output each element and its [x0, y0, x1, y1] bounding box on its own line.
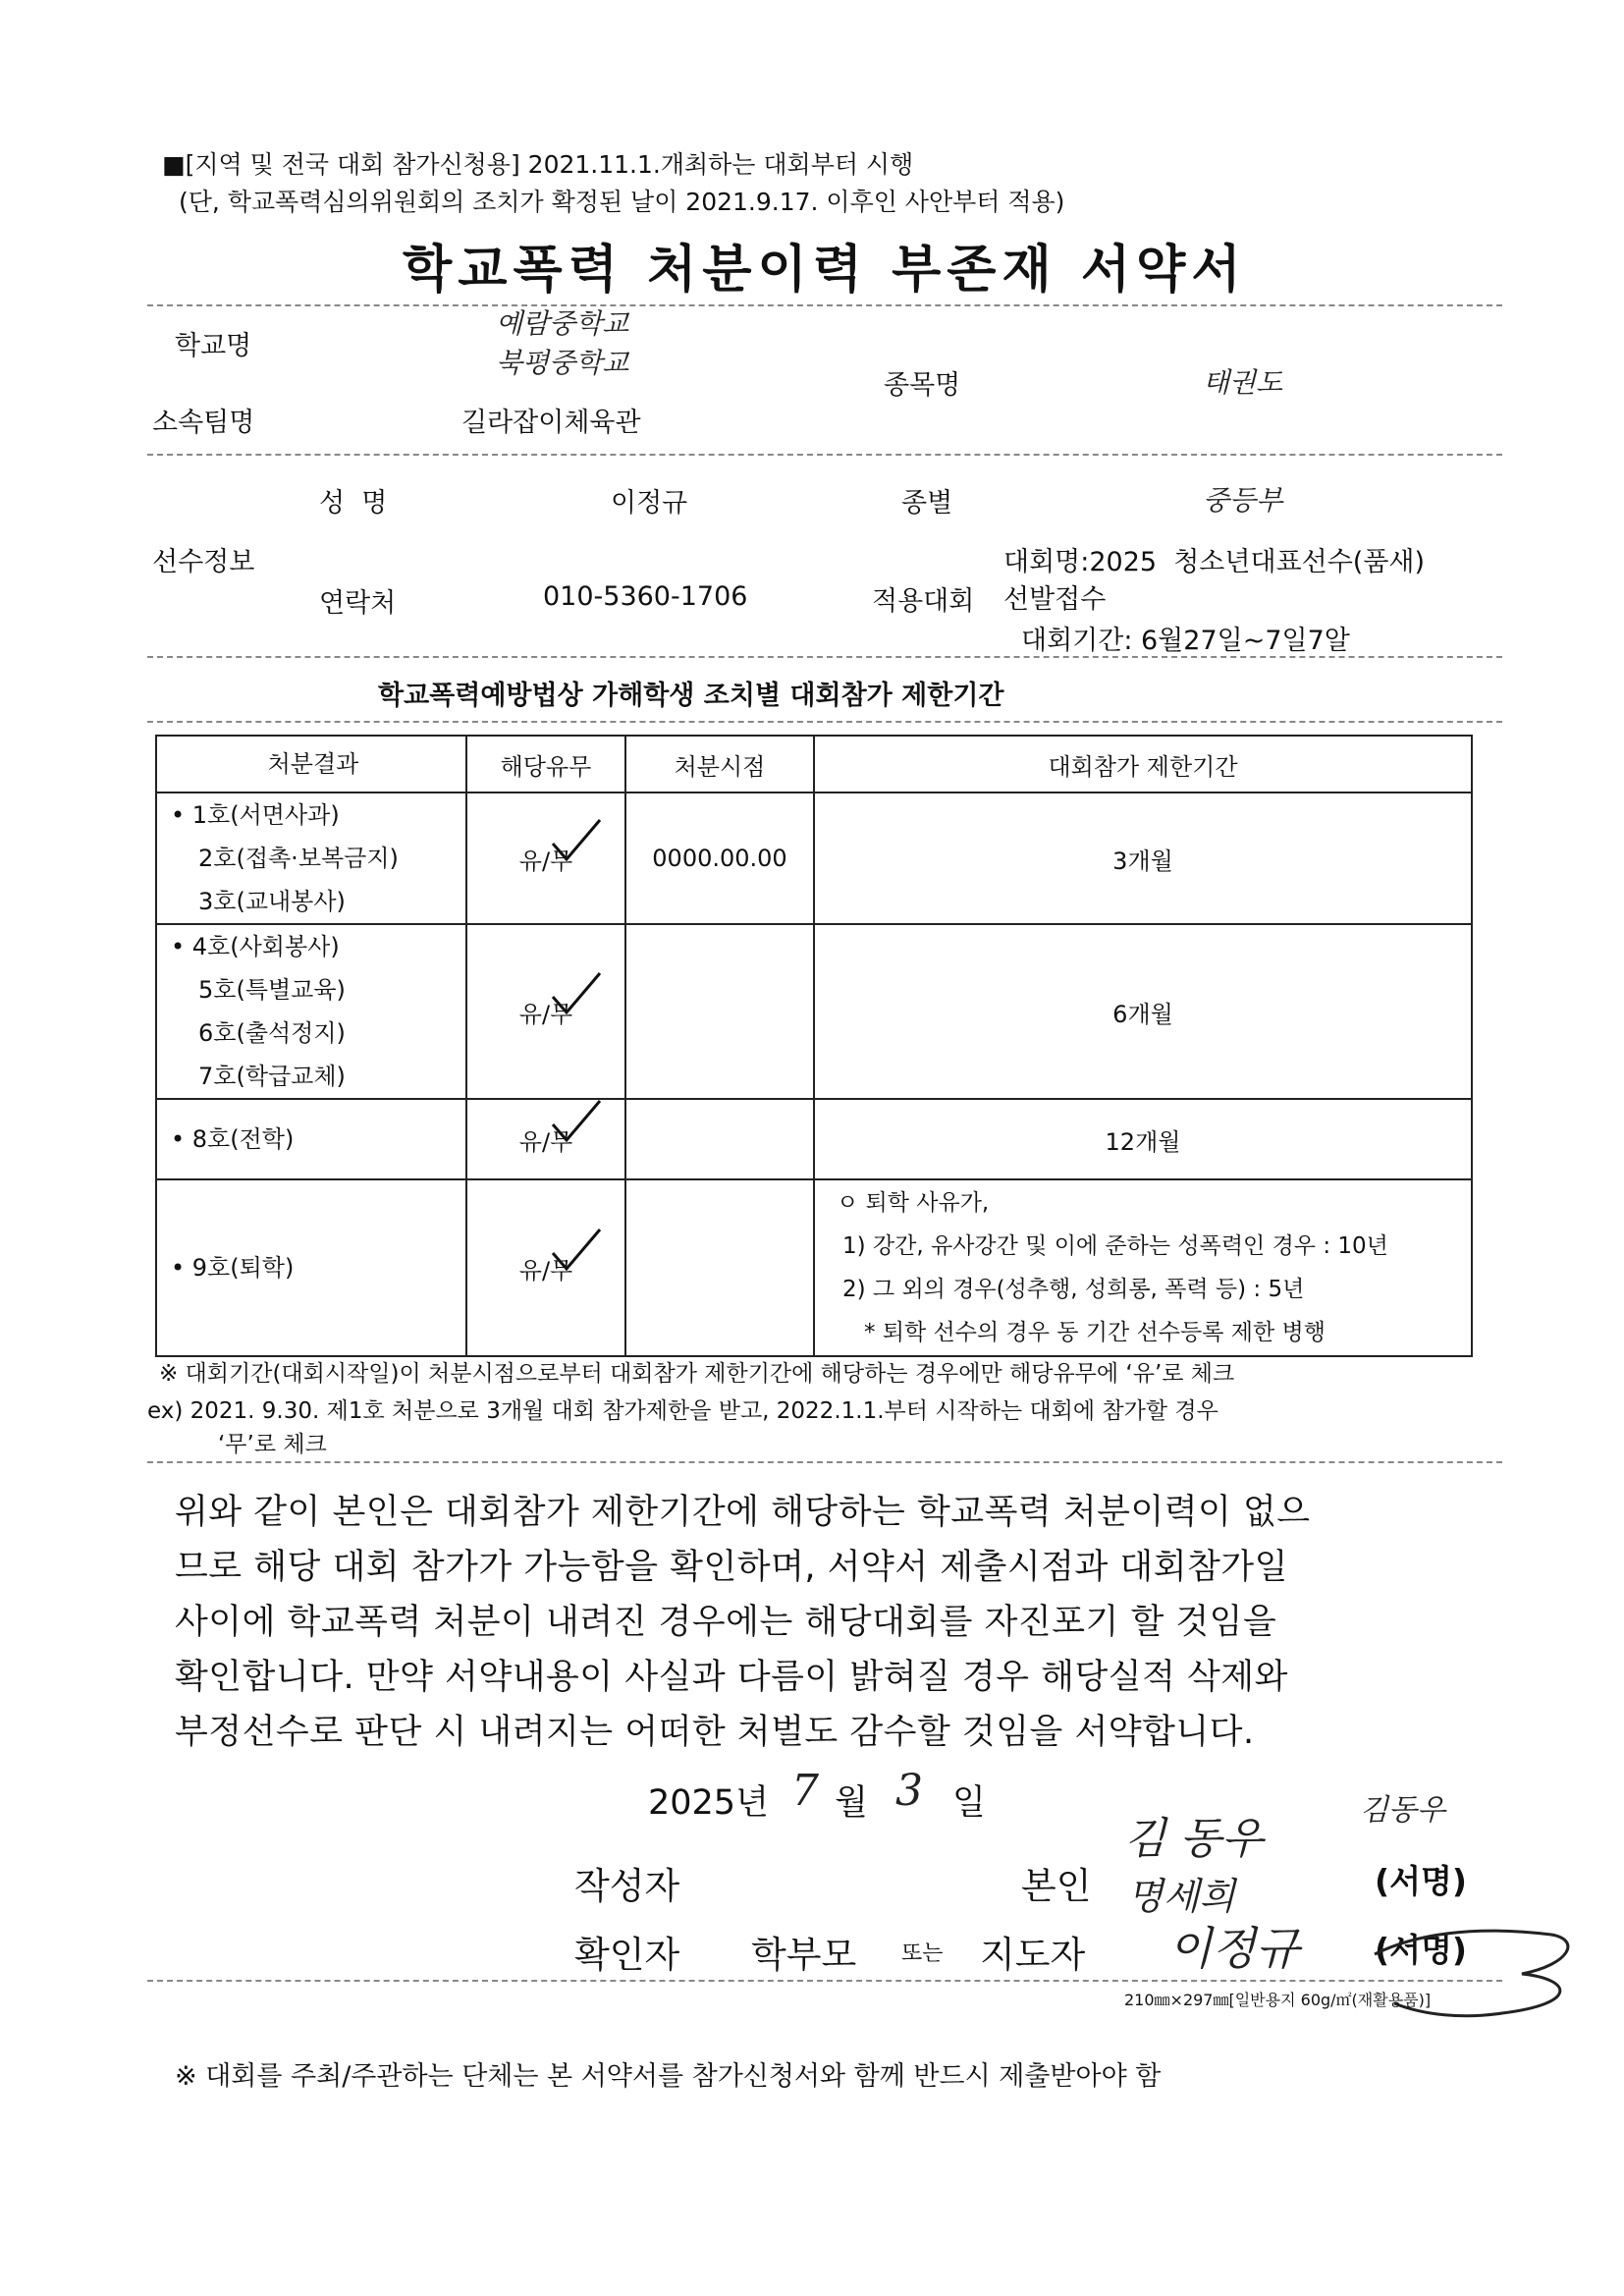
checkmark-icon — [549, 814, 604, 869]
self-seal: (서명) — [1375, 1862, 1467, 1900]
pledge-line-5: 부정선수로 판단 시 내려지는 어떠한 처벌도 감수할 것임을 서약합니다. — [175, 1713, 1255, 1752]
divider — [147, 1980, 1502, 1982]
self-label: 본인 — [1021, 1865, 1092, 1907]
disposition-cell — [156, 793, 466, 924]
restriction-title: 학교폭력예방법상 가해학생 조치별 대회참가 제한기간 — [378, 681, 1004, 711]
competition-sub: 선발접수 — [1003, 584, 1107, 615]
or-label: 또는 — [901, 1941, 944, 1966]
document-title: 학교폭력 처분이력 부존재 서약서 — [403, 241, 1247, 300]
applicable-cell — [466, 793, 625, 924]
disposition-line: • 1호(서면사과) — [171, 801, 340, 829]
applicable-cell — [466, 1179, 625, 1356]
note-2: ex) 2021. 9.30. 제1호 처분으로 3개월 대회 참가제한을 받고, 2022.1.1.부터 시작하는 대회에 참가할 경우 — [147, 1398, 1218, 1424]
table-row — [156, 1099, 1472, 1179]
disposition-line: • 9호(퇴학) — [171, 1254, 295, 1282]
disposition-line: 7호(학급교체) — [198, 1063, 346, 1090]
pledge-line-4: 확인합니다. 만약 서약내용이 사실과 다름이 밝혀질 경우 해당실적 삭제와 — [175, 1658, 1288, 1697]
disposition-cell — [156, 1099, 466, 1179]
divider — [147, 454, 1502, 456]
restriction-period-cell: 3개월 — [814, 793, 1472, 924]
applicable-cell — [466, 924, 625, 1099]
pledge-line-2: 므로 해당 대회 참가가 가능함을 확인하며, 서약서 제출시점과 대회참가일 — [175, 1548, 1288, 1587]
expulsion-note-line: ㅇ 퇴학 사유가, — [837, 1190, 990, 1216]
disposition-line: 3호(교내봉사) — [198, 888, 346, 915]
header-line-2: (단, 학교폭력심의위원회의 조치가 확정된 날이 2021.9.17. 이후인 사안부터 적용) — [179, 188, 1065, 216]
table-row — [156, 793, 1472, 924]
disposition-date-cell — [625, 1099, 814, 1179]
disposition-cell — [156, 924, 466, 1099]
paper-spec: 210㎜×297㎜[일반용지 60g/㎡(재활용품)] — [1124, 1991, 1432, 2009]
disposition-line: 6호(출석정지) — [198, 1019, 346, 1047]
divider — [147, 656, 1502, 658]
expulsion-note-line: * 퇴학 선수의 경우 동 기간 선수등록 제한 병행 — [864, 1320, 1326, 1345]
divider — [147, 1461, 1502, 1463]
disposition-cell — [156, 1179, 466, 1356]
athlete-section-label: 선수정보 — [152, 547, 255, 577]
expulsion-note-line: 2) 그 외의 경우(성추행, 성희롱, 폭력 등) : 5년 — [842, 1277, 1305, 1302]
yes-no-mark: 유/무 — [518, 1256, 573, 1285]
disposition-line: 5호(특별교육) — [198, 976, 346, 1004]
pledge-line-3: 사이에 학교폭력 처분이 내려진 경우에는 해당대회를 자진포기 할 것임을 — [175, 1603, 1277, 1642]
event-value: 태권도 — [1203, 366, 1283, 399]
team-label: 소속팀명 — [152, 408, 255, 438]
school-value-2: 북평중학교 — [496, 347, 629, 379]
yes-no-mark: 유/무 — [518, 1000, 573, 1028]
yes-no-mark: 유/무 — [518, 1127, 573, 1156]
table-row — [156, 1179, 1472, 1356]
header-cell: 대회참가 제한기간 — [814, 736, 1472, 793]
witness-handwritten: 명세희 — [1127, 1875, 1236, 1918]
divider — [147, 304, 1502, 306]
school-label: 학교명 — [175, 331, 252, 361]
date-day-unit: 일 — [952, 1783, 986, 1823]
division-label: 종별 — [901, 488, 953, 519]
disposition-line: • 4호(사회봉사) — [171, 933, 340, 960]
restriction-table — [155, 735, 1473, 1357]
name-value: 이정규 — [611, 488, 688, 519]
date-month-unit: 월 — [835, 1783, 868, 1823]
signature-scribble-icon — [1355, 1895, 1591, 2052]
disposition-date-cell — [625, 924, 814, 1099]
coach-name-handwritten: 이정규 — [1168, 1922, 1300, 1975]
date-year: 2025년 — [648, 1783, 769, 1823]
restriction-period-cell: 6개월 — [814, 924, 1472, 1099]
date-month: 7 — [791, 1766, 819, 1816]
parent-label: 학부모 — [751, 1934, 857, 1976]
header-line-1: ■[지역 및 전국 대회 참가신청용] 2021.11.1.개최하는 대회부터 시행 — [162, 150, 914, 179]
applied-competition-label: 적용대회 — [872, 586, 975, 617]
competition-period: 대회기간: 6월27일~7일7알 — [1021, 626, 1350, 656]
checkmark-icon — [549, 1095, 604, 1150]
author-label: 작성자 — [574, 1865, 680, 1907]
note-3: ‘무’로 체크 — [218, 1432, 327, 1457]
disposition-date-cell — [625, 1179, 814, 1356]
header-cell: 처분결과 — [156, 736, 466, 793]
self-signature-handwritten: 김동우 — [1360, 1793, 1445, 1828]
disposition-line: 2호(접촉·보복금지) — [198, 845, 399, 872]
competition-name: 대회명:2025 청소년대표선수(품새) — [1003, 547, 1426, 577]
table-header-row — [156, 736, 1472, 793]
coach-seal: (서명) — [1375, 1931, 1467, 1969]
pledge-line-1: 위와 같이 본인은 대회참가 제한기간에 해당하는 학교폭력 처분이력이 없으 — [175, 1493, 1311, 1532]
table-row — [156, 924, 1472, 1099]
restriction-period-cell — [814, 1179, 1472, 1356]
header-cell: 해당유무 — [466, 736, 625, 793]
date-day: 3 — [895, 1766, 923, 1816]
coach-label: 지도자 — [980, 1934, 1086, 1976]
divider — [147, 721, 1502, 723]
disposition-line: • 8호(전학) — [171, 1125, 295, 1153]
checkmark-icon — [549, 967, 604, 1022]
contact-label: 연락처 — [319, 588, 397, 619]
team-value: 길라잡이체육관 — [461, 408, 641, 438]
contact-value: 010-5360-1706 — [543, 581, 748, 612]
disposition-date-cell: 0000.00.00 — [625, 793, 814, 924]
checkmark-icon — [549, 1224, 604, 1279]
header-cell: 처분시점 — [625, 736, 814, 793]
yes-no-mark: 유/무 — [518, 847, 573, 875]
note-1: ※ 대회기간(대회시작일)이 처분시점으로부터 대회참가 제한기간에 해당하는 경우에만 해당유무에 ‘유’로 체크 — [159, 1361, 1235, 1387]
expulsion-note-line: 1) 강간, 유사강간 및 이에 준하는 성폭력인 경우 : 10년 — [842, 1233, 1388, 1259]
confirm-label: 확인자 — [574, 1934, 680, 1976]
self-name-handwritten: 김 동우 — [1124, 1814, 1264, 1864]
school-value-1: 예람중학교 — [496, 307, 629, 340]
division-value: 중등부 — [1203, 484, 1283, 517]
footer-notice: ※ 대회를 주최/주관하는 단체는 본 서약서를 참가신청서와 함께 반드시 제출받아야 함 — [175, 2061, 1162, 2092]
event-label: 종목명 — [884, 370, 961, 401]
restriction-period-cell: 12개월 — [814, 1099, 1472, 1179]
name-label: 성 명 — [319, 488, 388, 519]
applicable-cell — [466, 1099, 625, 1179]
